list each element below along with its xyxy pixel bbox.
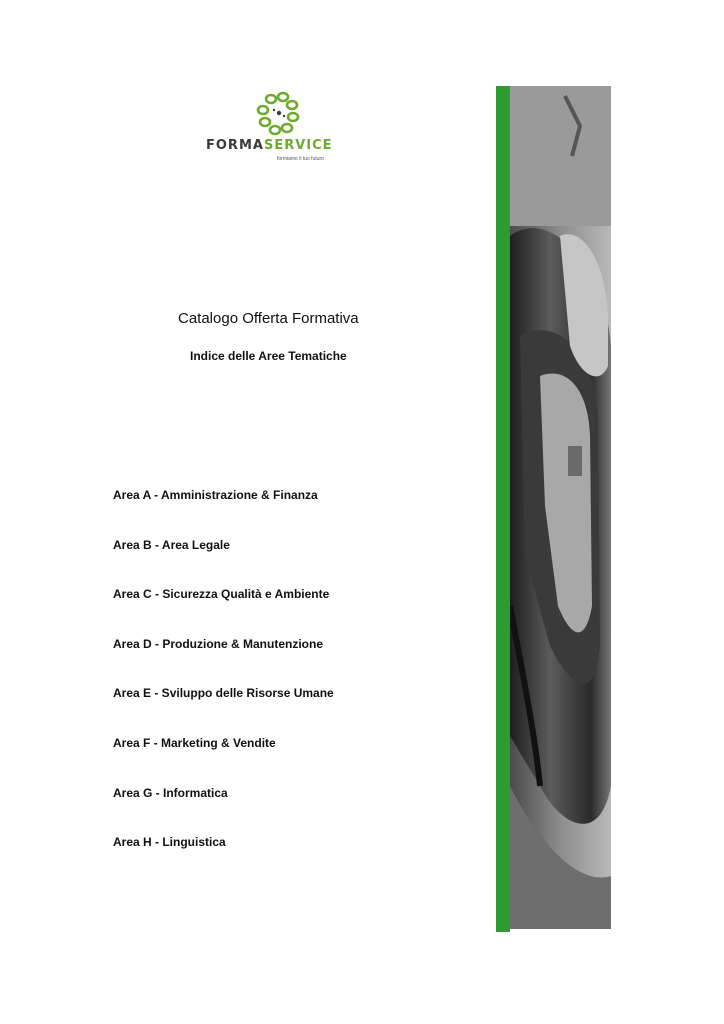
forma-service-logo <box>203 88 363 168</box>
wrench-photo <box>510 86 611 929</box>
area-item: Area G - Informatica <box>113 785 228 800</box>
logo-word-forma: FORMA <box>206 138 264 153</box>
wrench-closeup-photo-icon <box>510 86 611 929</box>
area-item: Area C - Sicurezza Qualità e Ambiente <box>113 587 330 602</box>
ring-cluster-icon <box>203 88 363 138</box>
logo-tagline: formiamo il tuo futuro <box>277 156 324 162</box>
page-subtitle: Indice delle Aree Tematiche <box>190 349 347 363</box>
area-item: Area E - Sviluppo delle Risorse Umane <box>113 686 334 701</box>
logo-wordmark <box>206 138 333 153</box>
area-item: Area D - Produzione & Manutenzione <box>113 636 324 651</box>
page-title: Catalogo Offerta Formativa <box>178 310 359 327</box>
area-index-list <box>113 487 334 884</box>
area-item: Area H - Linguistica <box>113 835 226 850</box>
area-item: Area F - Marketing & Vendite <box>113 735 276 750</box>
area-item: Area B - Area Legale <box>113 537 230 552</box>
area-item: Area A - Amministrazione & Finanza <box>113 488 318 502</box>
green-side-bar <box>496 86 510 932</box>
logo-word-service: SERVICE <box>263 138 333 153</box>
